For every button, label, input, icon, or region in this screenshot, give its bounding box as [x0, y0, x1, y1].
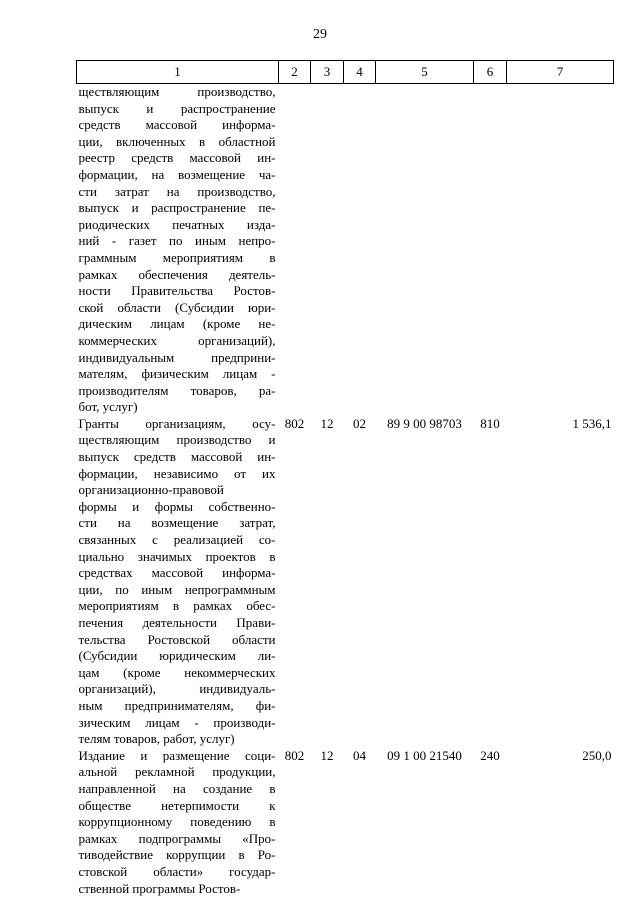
expense-type-code: 810: [480, 415, 500, 431]
section-code: [311, 84, 344, 416]
expense-type-code: [474, 84, 507, 416]
description-line: сти на возмещение затрат,: [78, 515, 276, 531]
subsection-code: 04: [353, 747, 366, 763]
table-row: [77, 84, 614, 416]
page-number: 29: [313, 27, 327, 42]
ministry-code: 802: [284, 415, 305, 431]
description-line: индивидуальным предприни-: [78, 349, 276, 365]
description-line: формы и формы собственно-: [78, 498, 276, 514]
header-col-4: 4: [344, 61, 376, 84]
ministry-code: 802: [284, 747, 305, 763]
header-col-7: 7: [507, 61, 614, 84]
description-line: связанных с реализацией со-: [78, 532, 276, 548]
row-description: [77, 416, 279, 748]
description-line: ществляющим производство и: [78, 432, 276, 448]
description-line: рамках подпрограммы «Про-: [78, 830, 276, 846]
section-code: 12: [320, 747, 334, 763]
table-row: [77, 748, 614, 897]
description-line: формации, независимо от их: [78, 465, 276, 481]
description-line: ственной программы Ростов-: [78, 880, 241, 896]
description-line: бот, услуг): [78, 399, 138, 415]
budget-table: [76, 60, 614, 897]
description-line: Издание и размещение соци-: [78, 747, 276, 763]
description-line: рамках обеспечения деятель-: [78, 266, 276, 282]
description-line: выпуск средств массовой ин-: [78, 449, 276, 465]
target-article-code: 09 1 00 21540: [387, 747, 462, 763]
description-line: коммерческих организаций),: [78, 332, 276, 348]
description-line: ний - газет по иным непро-: [78, 233, 276, 249]
table-row: [77, 416, 614, 748]
description-line: средствах массовой информа-: [78, 565, 276, 581]
target-article-code: [376, 84, 474, 416]
description-line: риодических печатных изда-: [78, 216, 276, 232]
row-description: [77, 84, 279, 416]
description-line: цам (кроме некоммерческих: [78, 664, 276, 680]
subsection-code: [344, 84, 376, 416]
description-line: организаций), индивидуаль-: [78, 681, 276, 697]
description-line: выпуск и распространение: [78, 100, 276, 116]
description-line: циально значимых проектов в: [78, 548, 276, 564]
table-header-row: [77, 61, 614, 84]
description-line: средств массовой информа-: [78, 117, 276, 133]
description-line: ществляющим производство,: [78, 84, 276, 99]
description-line: (Субсидии юридическим ли-: [78, 648, 276, 664]
description-line: мателям, физическим лицам -: [78, 366, 276, 382]
description-line: мероприятиям в рамках обес-: [78, 598, 276, 614]
description-line: ции, включенных в областной: [78, 133, 276, 149]
description-line: Гранты организациям, осу-: [78, 415, 276, 431]
description-line: коррупционному поведению в: [78, 814, 276, 830]
description-line: граммным мероприятиям в: [78, 249, 276, 265]
header-col-2: 2: [279, 61, 311, 84]
amount: 250,0: [582, 747, 612, 763]
header-col-1: 1: [77, 61, 279, 84]
target-article-code: 89 9 00 98703: [387, 415, 462, 431]
description-line: формации, на возмещение ча-: [78, 166, 276, 182]
description-line: сти затрат на производство,: [78, 183, 276, 199]
amount: 1 536,1: [572, 415, 612, 431]
description-line: печения деятельности Прави-: [78, 615, 276, 630]
description-line: телям товаров, работ, услуг): [78, 731, 235, 747]
section-code: 12: [320, 415, 334, 431]
header-col-3: 3: [311, 61, 344, 84]
subsection-code: 02: [353, 415, 366, 431]
description-line: ции, по иным непрограммным: [78, 581, 276, 597]
row-description: [77, 748, 279, 897]
description-line: тиводействие коррупции в Ро-: [78, 847, 276, 863]
header-col-5: 5: [376, 61, 474, 84]
description-line: тельства Ростовской области: [78, 631, 276, 647]
description-line: ным предпринимателям, фи-: [78, 697, 276, 713]
description-line: обществе нетерпимости к: [78, 797, 276, 813]
description-line: выпуск и распространение пе-: [78, 200, 276, 216]
expense-type-code: 240: [480, 747, 500, 763]
description-line: дическим лицам (кроме не-: [78, 316, 276, 332]
description-line: ской области (Субсидии юри-: [78, 299, 276, 315]
description-line: зическим лицам - производи-: [78, 714, 276, 730]
description-line: стовской области» государ-: [78, 863, 276, 879]
description-line: ности Правительства Ростов-: [78, 283, 276, 299]
description-line: производителям товаров, ра-: [78, 382, 276, 398]
description-line: организационно-правовой: [78, 482, 224, 498]
description-line: направленной на создание в: [78, 780, 276, 796]
ministry-code: [279, 84, 311, 416]
amount: [507, 84, 614, 416]
header-col-6: 6: [474, 61, 507, 84]
description-line: реестр средств массовой ин-: [78, 150, 276, 166]
description-line: альной рекламной продукции,: [78, 764, 276, 780]
